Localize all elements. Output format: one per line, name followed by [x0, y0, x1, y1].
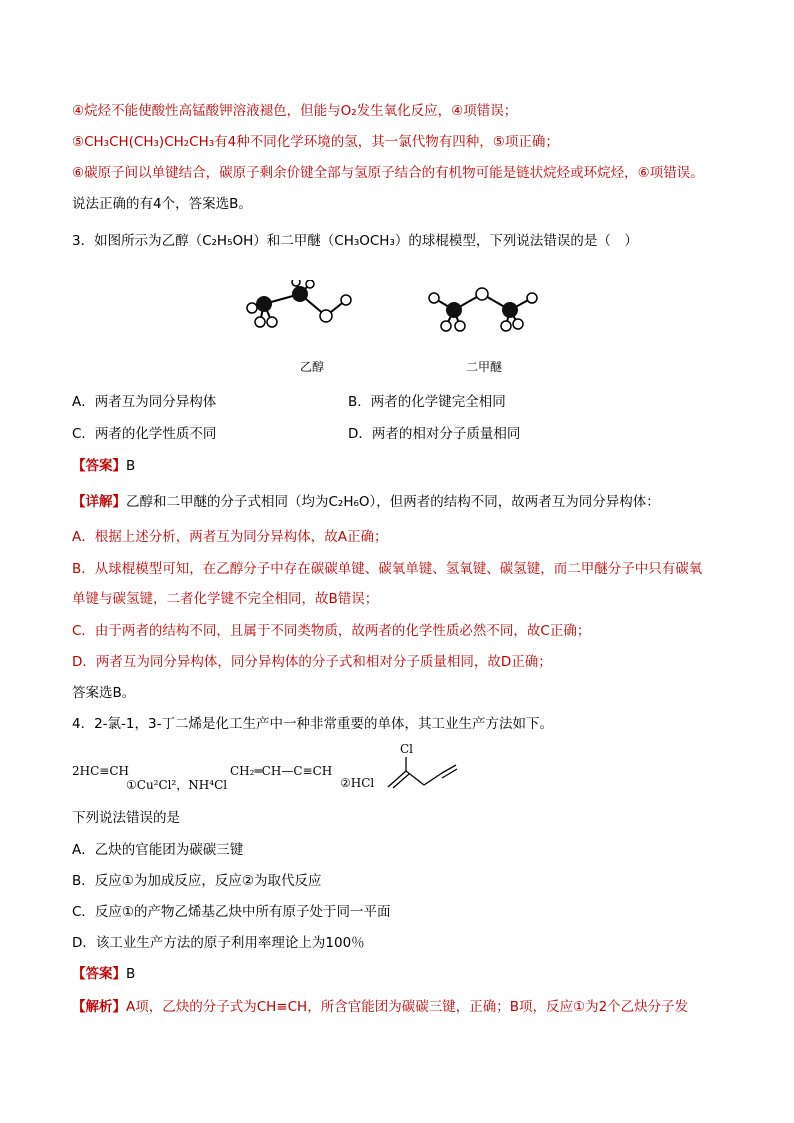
- reaction-condition-1: ①Cu²Cl²，NH⁴Cl: [126, 778, 228, 792]
- answer-value: B: [126, 966, 136, 982]
- chlorine-atom-label: Cl: [400, 742, 414, 756]
- q3-detail-b-cont: 单键与碳氢键，二者化学键不完全相同，故B错误；: [72, 591, 379, 607]
- q3-option-b: B．两者的化学键完全相同: [348, 394, 506, 410]
- q3-option-d: D．两者的相对分子质量相同: [348, 426, 521, 442]
- q3-detail-d: D．两者互为同分异构体，同分异构体的分子式和相对分子质量相同，故D正确；: [72, 654, 552, 670]
- q3-detail-c: C．由于两者的结构不同，且属于不同类物质，故两者的化学性质必然不同，故C正确；: [72, 623, 591, 639]
- q4-answer: [72, 964, 135, 984]
- explanation-line-4: ④烷烃不能使酸性高锰酸钾溶液褪色，但能与O₂发生氧化反应，④项错误；: [72, 103, 518, 119]
- explanation-line-6: ⑥碳原子间以单键结合，碳原子剩余价键全部与氢原子结合的有机物可能是链状烷烃或环烷烃，⑥项错误。: [72, 165, 704, 181]
- q4-option-c: C．反应①的产物乙烯基乙炔中所有原子处于同一平面: [72, 904, 391, 920]
- conclusion-line: 说法正确的有4个，答案选B。: [72, 196, 252, 212]
- q3-detail-conclusion: 答案选B。: [72, 685, 136, 701]
- reaction-condition-2: ②HCl: [340, 776, 375, 790]
- reactant-acetylene: 2HC≡CH: [72, 764, 129, 778]
- q3-option-c: C．两者的化学性质不同: [72, 426, 217, 442]
- detail-tag: 【详解】: [72, 494, 126, 510]
- intermediate-vinylacetylene: CH₂═CH—C≡CH: [230, 764, 333, 778]
- q4-option-b: B．反应①为加成反应，反应②为取代反应: [72, 873, 322, 889]
- answer-tag: 【答案】: [72, 458, 126, 474]
- analysis-text: A项，乙炔的分子式为CH≡CH，所含官能团为碳碳三键，正确；B项，反应①为2个乙炔分子发: [126, 999, 689, 1015]
- question-3-stem: 3．如图所示为乙醇（C₂H₅OH）和二甲醚（CH₃OCH₃）的球棍模型，下列说法错误的是（ ）: [72, 233, 638, 249]
- q3-detail-a: A．根据上述分析，两者互为同分异构体，故A正确；: [72, 529, 388, 545]
- ethanol-label: 乙醇: [300, 360, 325, 374]
- chloroprene-structure: [380, 755, 460, 795]
- dimethyl-ether-ball-stick-model: [420, 280, 550, 350]
- q4-analysis: [72, 997, 688, 1017]
- q4-option-d: D．该工业生产方法的原子利用率理论上为100％: [72, 935, 365, 951]
- q4-option-a: A．乙炔的官能团为碳碳三键: [72, 842, 244, 858]
- answer-tag: 【答案】: [72, 966, 126, 982]
- answer-value: B: [126, 458, 136, 474]
- q3-detail-b: B．从球棍模型可知，在乙醇分子中存在碳碳单键、碳氧单键、氢氧键、碳氢键，而二甲醚分子中只有碳氧: [72, 561, 703, 577]
- dimethyl-ether-label: 二甲醚: [466, 360, 503, 374]
- q3-option-a: A．两者互为同分异构体: [72, 394, 217, 410]
- ethanol-ball-stick-model: [240, 280, 370, 350]
- explanation-line-5: ⑤CH₃CH(CH₃)CH₂CH₃有4种不同化学环境的氢，其一氯代物有四种，⑤项正确；: [72, 134, 559, 150]
- question-4-stem: 4．2-氯-1，3-丁二烯是化工生产中一种非常重要的单体，其工业生产方法如下。: [72, 716, 553, 732]
- q3-answer: [72, 456, 135, 476]
- analysis-tag: 【解析】: [72, 999, 126, 1015]
- detail-text: 乙醇和二甲醚的分子式相同（均为C₂H₆O），但两者的结构不同，故两者互为同分异构体：: [126, 494, 660, 510]
- q4-question: 下列说法错误的是: [72, 810, 180, 826]
- q3-detail-intro: [72, 492, 660, 512]
